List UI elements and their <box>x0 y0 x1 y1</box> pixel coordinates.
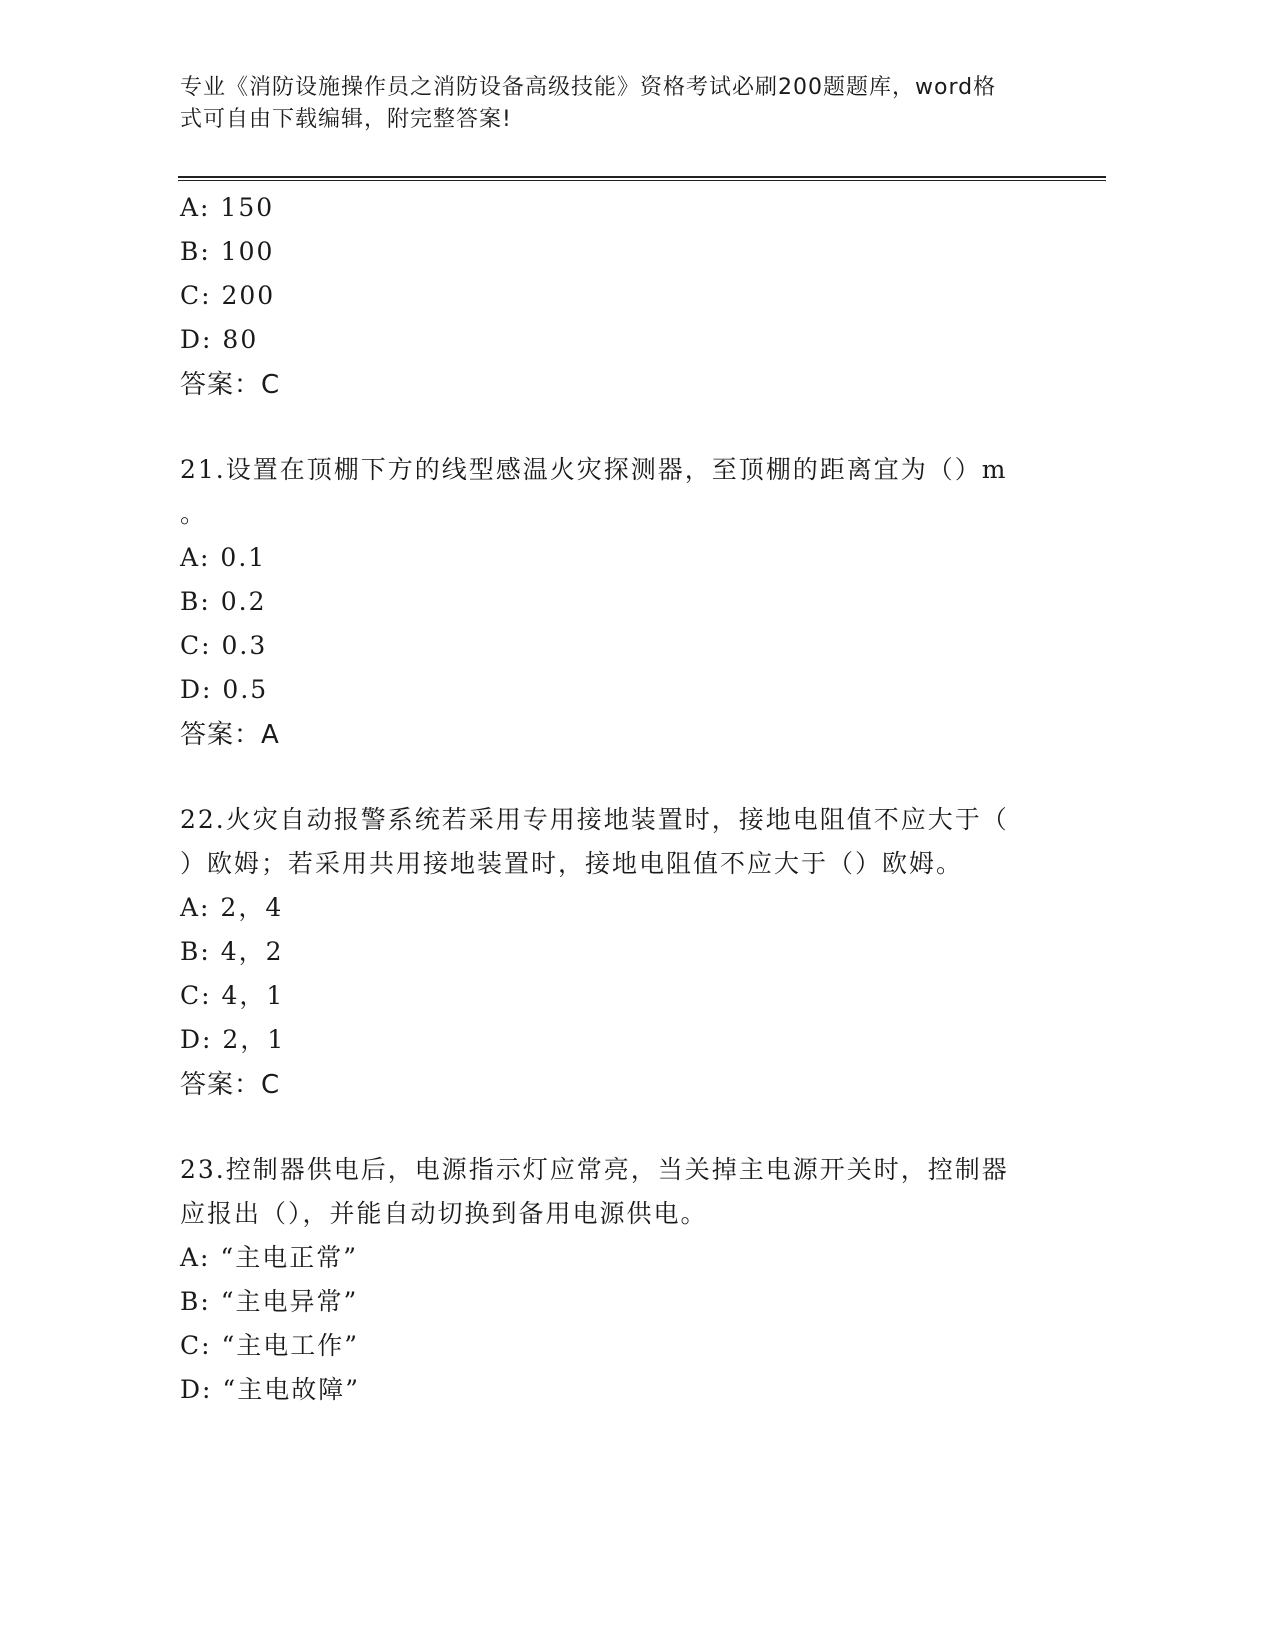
option-a: A: “主电正常” <box>180 1243 358 1272</box>
option-c: C: 4，1 <box>180 981 285 1010</box>
question-stem-line-2: 应报出（），并能自动切换到备用电源供电。 <box>180 1199 708 1228</box>
header-title-line-2: 式可自由下载编辑，附完整答案! <box>180 107 512 132</box>
option-d: D: “主电故障” <box>180 1375 360 1404</box>
option-b: B: 4，2 <box>180 937 284 966</box>
option-a: A: 2，4 <box>180 893 284 922</box>
option-c: C: “主电工作” <box>180 1331 360 1360</box>
question-21 <box>180 448 1080 758</box>
header-divider-thin <box>178 180 1106 181</box>
question-22 <box>180 798 1080 1108</box>
answer-line: 答案：A <box>180 720 280 750</box>
option-b: B: 100 <box>180 237 275 266</box>
question-stem-line-1: 22.火灾自动报警系统若采用专用接地装置时，接地电阻值不应大于（ <box>180 805 1009 834</box>
question-20 <box>180 186 1080 408</box>
question-stem-line-2: 。 <box>180 499 208 528</box>
option-a: A: 0.1 <box>180 543 267 572</box>
option-c: C: 0.3 <box>180 631 268 660</box>
question-23 <box>180 1148 1080 1412</box>
answer-line: 答案：C <box>180 1070 281 1100</box>
question-stem-line-2: ）欧姆；若采用共用接地装置时，接地电阻值不应大于（）欧姆。 <box>180 849 964 878</box>
question-stem-line-1: 21.设置在顶棚下方的线型感温火灾探测器，至顶棚的距离宜为（）m <box>180 455 1008 484</box>
option-b: B: 0.2 <box>180 587 267 616</box>
option-d: D: 80 <box>180 325 259 354</box>
header-divider <box>178 176 1106 178</box>
page-header <box>180 72 1060 136</box>
question-stem-line-1: 23.控制器供电后，电源指示灯应常亮，当关掉主电源开关时，控制器 <box>180 1155 1009 1184</box>
option-d: D: 2，1 <box>180 1025 286 1054</box>
option-a: A: 150 <box>180 193 275 222</box>
header-title-line-1: 专业《消防设施操作员之消防设备高级技能》资格考试必刷200题题库，word格 <box>180 75 997 100</box>
answer-line: 答案：C <box>180 370 281 400</box>
option-c: C: 200 <box>180 281 276 310</box>
question-content <box>180 186 1080 1412</box>
option-d: D: 0.5 <box>180 675 269 704</box>
option-b: B: “主电异常” <box>180 1287 359 1316</box>
